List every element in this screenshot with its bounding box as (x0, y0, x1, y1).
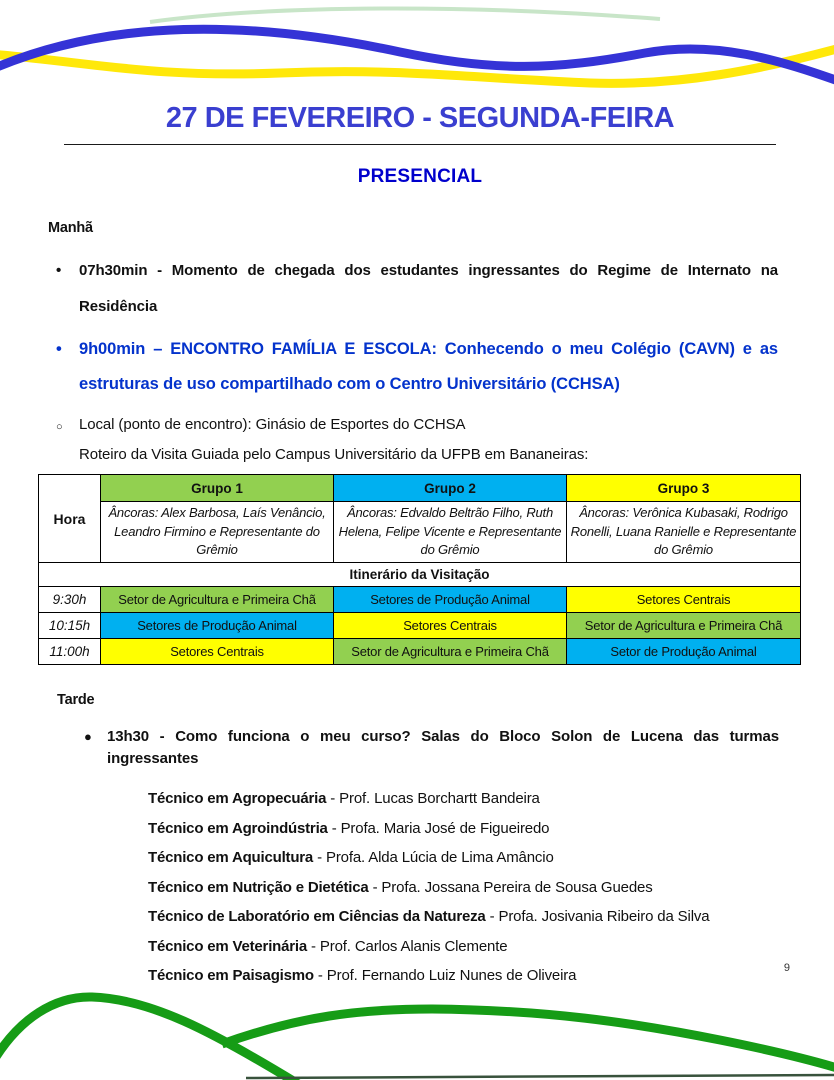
activity-cell: Setor de Agricultura e Primeira Chã (101, 587, 334, 613)
course-teacher: - Profa. Maria José de Figueiredo (327, 819, 550, 837)
morning-bullet-encontro (48, 332, 778, 402)
list-item (148, 843, 779, 873)
schedule-table (38, 474, 801, 665)
table-row (39, 639, 801, 665)
group2-header-cell: Grupo 2 (334, 475, 567, 502)
table-row (39, 475, 801, 502)
course-name: Técnico em Paisagismo (148, 967, 314, 984)
bullet-dot-icon: • (56, 340, 62, 358)
bottom-waves-decoration (0, 980, 834, 1080)
morning-bullet-arrival-text: 07h30min - Momento de chegada dos estudantes ingressantes do Regime de Internato na Residência (79, 262, 778, 315)
morning-bullet-arrival (48, 253, 778, 325)
afternoon-section (57, 692, 779, 991)
course-name: Técnico em Nutrição e Dietética (148, 878, 369, 896)
morning-bullet-encontro-text: 9h00min – ENCONTRO FAMÍLIA E ESCOLA: Conhecendo o meu Colégio (CAVN) e as estruturas de uso compartilhado com o Centro Universitário (CCHSA) (79, 340, 778, 393)
afternoon-bullet-curso (57, 726, 779, 770)
bottom-green-wave-right (222, 1009, 834, 1070)
activity-cell: Setor de Produção Animal (567, 639, 801, 665)
bottom-dark-line (246, 1075, 834, 1078)
page-title: 27 DE FEVEREIRO - SEGUNDA-FEIRA (64, 102, 776, 145)
time-cell: 10:15h (39, 613, 101, 639)
course-name: Técnico em Agropecuária (148, 790, 327, 807)
course-name: Técnico em Agroindústria (148, 819, 328, 837)
table-row (39, 587, 801, 613)
header (64, 102, 776, 188)
bottom-green-wave-left (0, 997, 300, 1080)
group2-anchors-cell: Âncoras: Edvaldo Beltrão Filho, Ruth Helena, Felipe Vicente e Representante do Grêmio (334, 502, 567, 563)
course-teacher: - Prof. Lucas Borchartt Bandeira (326, 790, 540, 807)
top-green-wave (150, 8, 660, 22)
table-row (39, 563, 801, 587)
course-teacher: - Prof. Carlos Alanis Clemente (307, 937, 508, 955)
course-teacher: - Profa. Jossana Pereira de Sousa Guedes (368, 878, 653, 896)
time-cell: 11:00h (39, 639, 101, 665)
time-cell: 9:30h (39, 587, 101, 613)
group3-anchors-cell: Âncoras: Verônica Kubasaki, Rodrigo Ronelli, Luana Ranielle e Representante do Grêmio (567, 502, 801, 563)
activity-cell: Setores Centrais (334, 613, 567, 639)
list-item (148, 873, 779, 903)
morning-heading: Manhã (48, 220, 93, 236)
itinerary-header-cell: Itinerário da Visitação (39, 563, 801, 587)
visit-schedule (38, 474, 800, 665)
course-name: Técnico de Laboratório em Ciências da Natureza (148, 908, 486, 925)
activity-cell: Setor de Agricultura e Primeira Chã (334, 639, 567, 665)
activity-cell: Setores de Produção Animal (101, 613, 334, 639)
table-row (39, 502, 801, 563)
group3-header-cell: Grupo 3 (567, 475, 801, 502)
afternoon-heading: Tarde (57, 692, 95, 708)
activity-cell: Setores Centrais (567, 587, 801, 613)
circle-bullet-icon: ○ (56, 421, 63, 433)
bullet-dot-icon: • (56, 262, 62, 279)
morning-roteiro-line: Roteiro da Visita Guiada pelo Campus Universitário da UFPB em Bananeiras: (79, 446, 589, 463)
course-name: Técnico em Aquicultura (148, 849, 314, 866)
course-list (57, 784, 779, 991)
group1-anchors-cell: Âncoras: Alex Barbosa, Laís Venâncio, Leandro Firmino e Representante do Grêmio (101, 502, 334, 563)
list-item (148, 784, 779, 814)
hora-header-cell: Hora (39, 475, 101, 563)
page-number: 9 (783, 962, 790, 974)
course-teacher: - Prof. Fernando Luiz Nunes de Oliveira (313, 967, 577, 984)
activity-cell: Setores de Produção Animal (334, 587, 567, 613)
list-item (148, 902, 779, 932)
top-waves-decoration (0, 0, 834, 96)
list-item (148, 814, 779, 844)
course-name: Técnico em Veterinária (148, 937, 308, 955)
afternoon-bullet-curso-text: 13h30 - Como funciona o meu curso? Salas do Bloco Solon de Lucena das turmas ingressantes (107, 728, 779, 767)
activity-cell: Setores Centrais (101, 639, 334, 665)
morning-local-text: Local (ponto de encontro): Ginásio de Esportes do CCHSA (79, 416, 466, 433)
activity-cell: Setor de Agricultura e Primeira Chã (567, 613, 801, 639)
bullet-dot-icon: ● (84, 729, 92, 744)
course-teacher: - Profa. Josivania Ribeiro da Silva (485, 908, 710, 925)
morning-local-item (48, 410, 778, 440)
course-teacher: - Profa. Alda Lúcia de Lima Amâncio (313, 849, 554, 866)
table-row (39, 613, 801, 639)
group1-header-cell: Grupo 1 (101, 475, 334, 502)
page-subtitle: PRESENCIAL (357, 166, 483, 187)
list-item (148, 932, 779, 962)
morning-section (48, 220, 778, 470)
